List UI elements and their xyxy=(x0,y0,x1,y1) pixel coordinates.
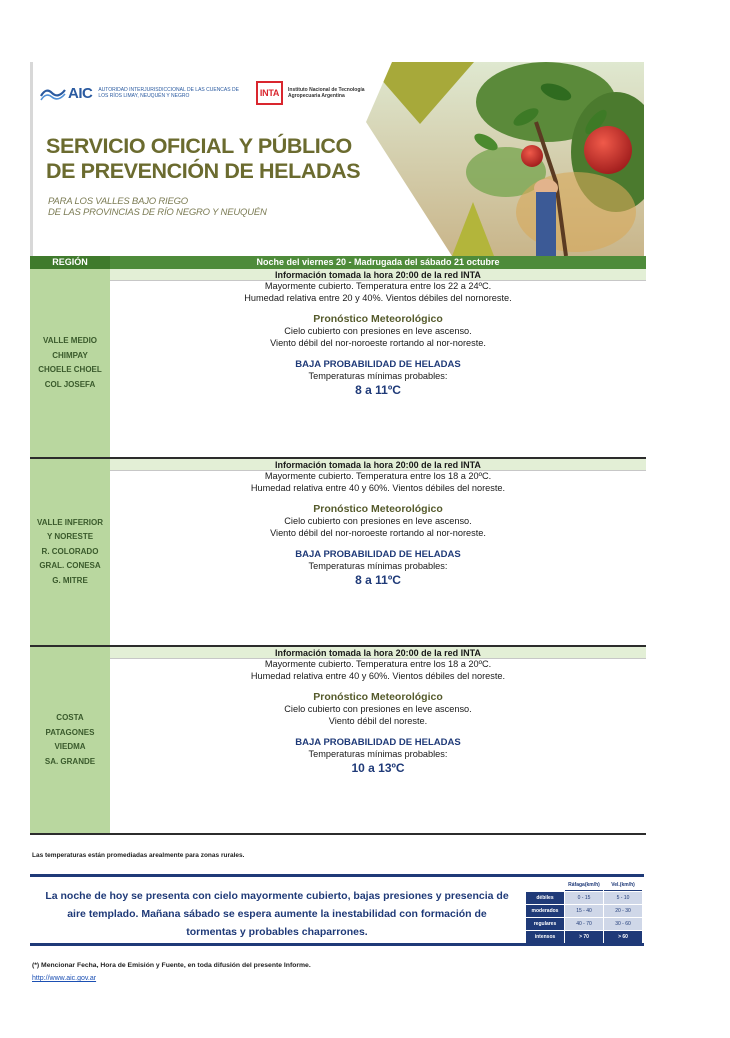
region-name-cell xyxy=(30,647,110,833)
region-info-cell xyxy=(110,459,646,645)
summary-line: La noche de hoy se presenta con cielo mayormente cubierto, bajas presiones y presencia de xyxy=(45,890,509,902)
legend-col-speed: Vel.(km/h) xyxy=(604,879,642,891)
row-divider xyxy=(30,833,646,835)
legend-label: moderados xyxy=(526,905,564,917)
region-name: Y NORESTE xyxy=(46,532,94,542)
info-title: Información tomada la hora 20:00 de la red INTA xyxy=(110,459,646,471)
aic-description: AUTORIDAD INTERJURISDICCIONAL DE LAS CUENCAS DE LOS RÍOS LIMAY, NEUQUÉN Y NEGRO xyxy=(98,87,239,99)
min-temp-label: Temperaturas mínimas probables: xyxy=(308,749,448,759)
region-name: CHIMPAY xyxy=(52,350,88,360)
region-name: COSTA xyxy=(56,713,84,722)
min-temp-range: 8 a 11ºC xyxy=(355,572,401,587)
legend-blank xyxy=(526,879,564,891)
region-name: VALLE INFERIOR xyxy=(36,517,104,527)
table-header xyxy=(30,256,646,269)
subtitle-line-1: PARA LOS VALLES BAJO RIEGO xyxy=(48,196,188,207)
info-line: Mayormente cubierto. Temperatura entre los 18 a 20ºC. xyxy=(264,471,492,481)
subtitle-line-2: DE LAS PROVINCIAS DE RÍO NEGRO Y NEUQUÉN xyxy=(48,207,267,218)
aic-logo xyxy=(40,76,240,110)
forecast-line: Viento débil del nor-noroeste rortando al nor-noreste. xyxy=(270,527,486,538)
legend-label: intensos xyxy=(526,931,564,943)
night-column-header: Noche del viernes 20 - Madrugada del sábado 21 octubre xyxy=(256,257,500,267)
title-line-1: SERVICIO OFICIAL Y PÚBLICO xyxy=(46,134,352,158)
title-line-2: DE PREVENCIÓN DE HELADAS xyxy=(46,159,361,183)
forecast-line: Viento débil del noreste. xyxy=(328,715,428,726)
header-rule xyxy=(30,62,33,256)
info-line: Mayormente cubierto. Temperatura entre los 18 a 20ºC. xyxy=(264,659,492,669)
region-name: G. MITRE xyxy=(52,575,88,585)
legend-row xyxy=(526,931,642,943)
region-name: SA. GRANDE xyxy=(44,756,96,766)
info-line: Humedad relativa entre 40 y 60%. Vientos débiles del noreste. xyxy=(250,670,506,681)
region-info-cell xyxy=(110,269,646,457)
forecast-title: Pronóstico Meteorológico xyxy=(313,691,443,703)
region-name: COL JOSEFA xyxy=(44,379,96,389)
region-name: VIEDMA xyxy=(54,742,86,751)
inta-description: Instituto Nacional de Tecnología Agropecuaria Argentina xyxy=(288,87,365,99)
region-name: R. COLORADO xyxy=(41,546,99,556)
attribution-note: (*) Mencionar Fecha, Hora de Emisión y Fuente, en toda difusión del presente Informe. xyxy=(32,962,311,969)
info-title: Información tomada la hora 20:00 de la red INTA xyxy=(110,269,646,281)
aic-logo-text: AIC xyxy=(68,84,93,102)
info-line: Humedad relativa entre 40 y 60%. Vientos débiles del noreste. xyxy=(250,482,506,493)
summary-line: tormentas y probables chaparrones. xyxy=(186,926,368,938)
inta-logo xyxy=(256,76,368,110)
region-name: PATAGONES xyxy=(45,727,95,737)
legend-gust: 15 - 40 xyxy=(565,905,603,917)
region-row xyxy=(30,459,646,645)
region-column-header: REGIÓN xyxy=(30,256,110,269)
summary-line: aire templado. Mañana sábado se espera aumente la inestabilidad con formación de xyxy=(67,908,487,920)
region-name: CHOELE CHOEL xyxy=(38,365,102,374)
summary-text xyxy=(30,887,524,941)
region-name: GRAL. CONESA xyxy=(39,561,101,571)
region-name: VALLE MEDIO xyxy=(42,336,98,345)
wind-legend xyxy=(526,879,642,944)
forecast-line: Viento débil del nor-noroeste rortando al nor-noreste. xyxy=(270,337,486,348)
legend-gust: 40 - 70 xyxy=(565,918,603,930)
legend-gust: > 70 xyxy=(565,931,603,943)
info-line: Mayormente cubierto. Temperatura entre los 22 a 24ºC. xyxy=(264,281,492,291)
min-temp-label: Temperaturas mínimas probables: xyxy=(308,371,448,381)
region-name-cell xyxy=(30,459,110,645)
aic-website-link[interactable]: http://www.aic.gov.ar xyxy=(32,975,97,982)
legend-speed: 20 - 30 xyxy=(604,905,642,917)
legend-gust: 0 - 15 xyxy=(565,892,603,904)
legend-row xyxy=(526,918,642,930)
min-temp-range: 8 a 11ºC xyxy=(355,382,401,397)
report-header xyxy=(30,62,644,256)
legend-col-gust: Ráfaga(km/h) xyxy=(565,879,603,891)
frost-probability: BAJA PROBABILIDAD DE HELADAS xyxy=(295,737,461,748)
forecast-line: Cielo cubierto con presiones en leve ascenso. xyxy=(284,704,472,714)
legend-label: débiles xyxy=(526,892,564,904)
inta-logo-mark: INTA xyxy=(256,81,283,105)
region-info-cell xyxy=(110,647,646,833)
info-title: Información tomada la hora 20:00 de la red INTA xyxy=(110,647,646,659)
legend-speed: 5 - 10 xyxy=(604,892,642,904)
info-line: Humedad relativa entre 20 y 40%. Vientos débiles del nornoreste. xyxy=(244,292,512,303)
legend-row xyxy=(526,892,642,904)
aic-wave-icon xyxy=(40,84,66,102)
region-row xyxy=(30,269,646,457)
legend-header-row xyxy=(526,879,642,891)
legend-label: regulares xyxy=(526,918,564,930)
page-subtitle xyxy=(48,196,378,218)
frost-probability: BAJA PROBABILIDAD DE HELADAS xyxy=(295,359,461,370)
min-temp-range: 10 a 13ºC xyxy=(351,760,405,775)
forecast-title: Pronóstico Meteorológico xyxy=(313,503,443,515)
averaging-note: Las temperaturas están promediadas arealmente para zonas rurales. xyxy=(32,852,245,859)
apple-tree-photo xyxy=(366,62,644,256)
region-name-cell xyxy=(30,269,110,457)
summary-box xyxy=(30,874,644,946)
min-temp-label: Temperaturas mínimas probables: xyxy=(308,561,448,571)
legend-row xyxy=(526,905,642,917)
region-row xyxy=(30,647,646,833)
forecast-line: Cielo cubierto con presiones en leve ascenso. xyxy=(284,326,472,336)
legend-speed: 30 - 60 xyxy=(604,918,642,930)
forecast-line: Cielo cubierto con presiones en leve ascenso. xyxy=(284,516,472,526)
legend-speed: > 60 xyxy=(604,931,642,943)
forecast-title: Pronóstico Meteorológico xyxy=(313,313,443,325)
frost-probability: BAJA PROBABILIDAD DE HELADAS xyxy=(295,549,461,560)
